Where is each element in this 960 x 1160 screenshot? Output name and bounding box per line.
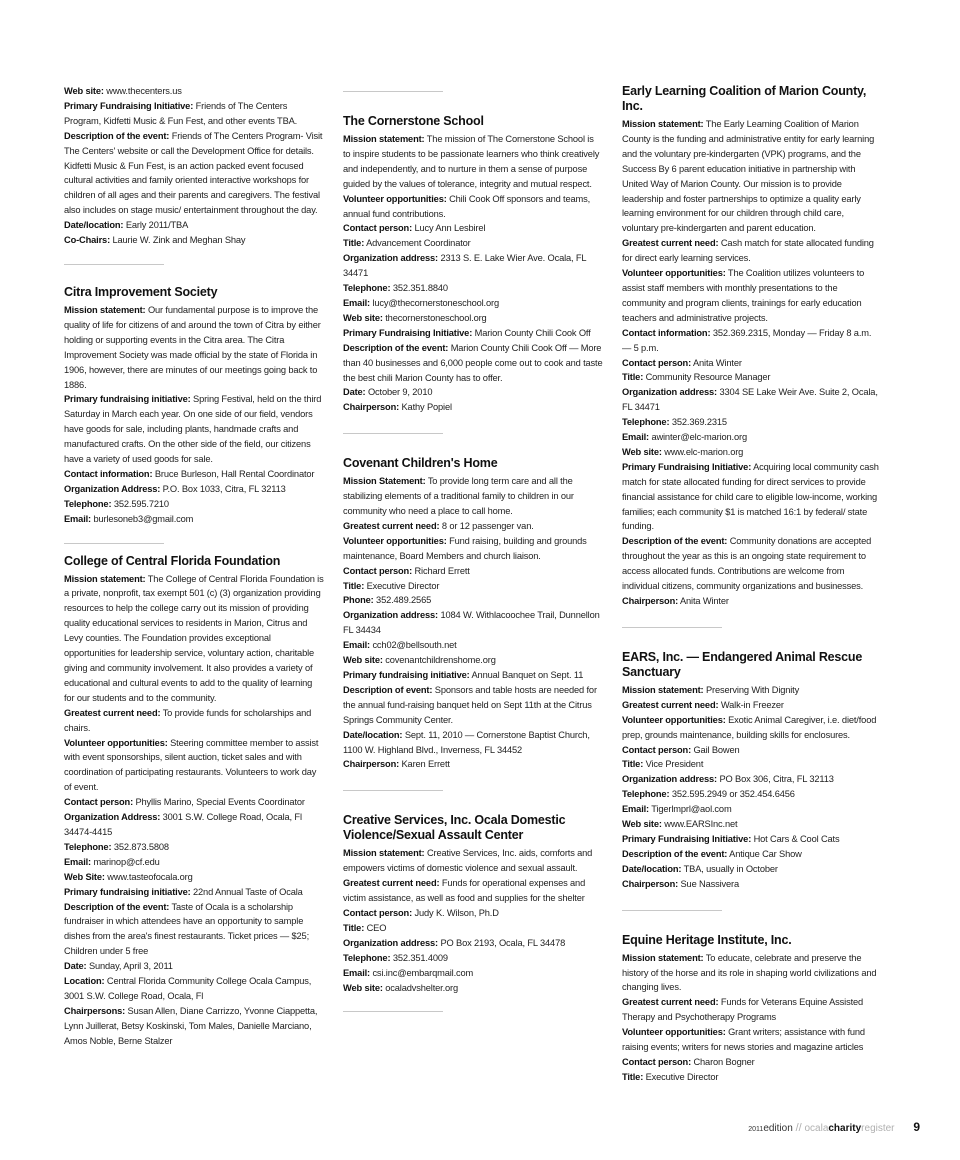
field-phone: Telephone: 352.595.7210	[64, 498, 169, 509]
field-phone: Telephone: 352.873.5808	[64, 841, 169, 852]
field-initiative: Primary Fundraising Initiative: Marion County Chili Cook Off	[343, 327, 591, 338]
field-address: Organization address: PO Box 306, Citra, FL 32113	[622, 774, 834, 785]
field-phone: Telephone: 352.595.2949 or 352.454.6456	[622, 789, 795, 800]
field-title: Title: Community Resource Manager	[622, 372, 771, 383]
field-contact: Contact person: Phyllis Marino, Special Events Coordinator	[64, 797, 305, 808]
field-mission: Mission statement: Our fundamental purpose is to improve the quality of life for citizens of and around the town of Citra by either holding or supporting events in the Citra area. The Citra Improvement Society was made official by the state of Florida in 1906, however, there are minutes of our meetings going back to 1886.	[64, 304, 321, 390]
field-phone: Telephone: 352.369.2315	[622, 417, 727, 428]
field-description: Description of the event: Antique Car Show	[622, 848, 802, 859]
field-volunteer: Volunteer opportunities: The Coalition utilizes volunteers to assist staff members with monthly presentations to the community and program clients, trainings for early education teachers and administrative projects.	[622, 268, 865, 323]
field-date: Date/location: Early 2011/TBA	[64, 220, 189, 231]
footer-register: register	[861, 1123, 895, 1134]
field-website: Web site: thecornerstoneschool.org	[343, 312, 487, 323]
field-phone: Phone: 352.489.2565	[343, 595, 432, 606]
org-title: Covenant Children's Home	[343, 456, 498, 471]
field-contact: Contact person: Richard Errett	[343, 565, 470, 576]
field-email: Email: csi.inc@embarqmail.com	[343, 967, 474, 978]
entry-covenant-childrens-home	[343, 456, 603, 772]
field-chairs: Co-Chairs: Laurie W. Zink and Meghan Shay	[64, 235, 246, 246]
field-email: Email: cch02@bellsouth.net	[343, 640, 457, 651]
entry-early-learning-coalition	[622, 84, 882, 609]
page-number: 9	[913, 1120, 920, 1134]
field-contact-info: Contact information: 352.369.2315, Monday — Friday 8 a.m. — 5 p.m.	[622, 327, 872, 353]
footer-year: 2011	[748, 1126, 764, 1133]
field-email: Email: Tigerlmprl@aol.com	[622, 804, 732, 815]
field-title: Title: Advancement Coordinator	[343, 238, 471, 249]
footer-edition: edition	[763, 1123, 793, 1134]
field-contact: Contact person: Charon Bogner	[622, 1056, 755, 1067]
field-description: Description of the event: Taste of Ocala is a scholarship fundraiser in which attendees have an opportunity to sample dishes from the area's finest restaurants. Ticket prices — $25; Children under 5 free	[64, 901, 310, 957]
entry-cornerstone-school	[343, 114, 603, 415]
field-email: Email: marinop@cf.edu	[64, 856, 160, 867]
field-mission: Mission Statement: To provide long term care and all the stabilizing elements of a traditional family to children in our community who need a place to call home.	[343, 476, 574, 517]
field-volunteer: Volunteer opportunities: Exotic Animal Caregiver, i.e. diet/food prep, grounds maintenance, building skills for enclosures.	[622, 714, 877, 740]
field-address: Organization address: PO Box 2193, Ocala, FL 34478	[343, 937, 566, 948]
field-volunteer: Volunteer opportunities: Chili Cook Off sponsors and teams, annual fund contributions.	[343, 193, 591, 219]
org-title: EARS, Inc. — Endangered Animal Rescue Sanctuary	[622, 649, 863, 679]
org-title: The Cornerstone School	[343, 114, 484, 128]
org-title: College of Central Florida Foundation	[64, 553, 281, 568]
footer-charity: charity	[828, 1123, 862, 1134]
field-volunteer: Volunteer opportunities: Fund raising, building and grounds maintenance, Board Members and church liaison.	[343, 535, 587, 561]
org-title: Equine Heritage Institute, Inc.	[622, 932, 792, 947]
field-address: Organization address: 2313 S. E. Lake Wier Ave. Ocala, FL 34471	[343, 253, 587, 279]
field-need: Greatest current need: Walk-in Freezer	[622, 699, 784, 710]
field-need: Greatest current need: Funds for operational expenses and victim assistance, as well as food and supplies for the shelter	[343, 878, 586, 904]
field-description: Description of event: Sponsors and table hosts are needed for the annual fund-raising banquet held on Sept 11th at the Citrus Springs Community Center.	[343, 684, 597, 725]
section-divider	[343, 1011, 443, 1012]
org-title: Citra Improvement Society	[64, 284, 218, 299]
field-initiative: Primary Fundraising Initiative: Hot Cars & Cool Cats	[622, 833, 840, 844]
field-address: Organization address: 3304 SE Lake Weir Ave. Suite 2, Ocala, FL 34471	[622, 387, 878, 413]
field-location: Location: Central Florida Community College Ocala Campus, 3001 S.W. College Road, Ocala, Fl	[64, 976, 312, 1001]
field-email: Email: awinter@elc-marion.org	[622, 432, 747, 443]
field-need: Greatest current need: 8 or 12 passenger van.	[343, 520, 534, 531]
entry-creative-services	[343, 813, 603, 995]
field-need: Greatest current need: Cash match for state allocated funding for direct early learning services.	[622, 238, 874, 264]
field-title: Title: Executive Director	[343, 580, 440, 591]
field-description: Description of the event: Friends of The Centers Program- Visit The Centers' website or call the Development Office for details. Kidfetti Music & Fun Fest, is an action packed event focused cultural activities and family oriented interactive workshops for children of all ages and their parents and caregivers. The festival also includes on stage music/ entertainment throughout the day.	[64, 130, 323, 216]
field-address: Organization address: 1084 W. Withlacoochee Trail, Dunnellon FL 34434	[343, 610, 600, 636]
field-address: Organization Address: 3001 S.W. College Road, Ocala, Fl 34474-4415	[64, 812, 302, 837]
field-title: Title: Executive Director	[622, 1071, 719, 1082]
field-initiative: Primary fundraising initiative: 22nd Annual Taste of Ocala	[64, 886, 303, 897]
field-contact: Contact person: Lucy Ann Lesbirel	[343, 223, 486, 234]
field-mission: Mission statement: Preserving With Dignity	[622, 684, 800, 695]
page-footer	[748, 1120, 920, 1140]
field-date: Date: Sunday, April 3, 2011	[64, 961, 173, 972]
field-mission: Mission statement: To educate, celebrate and preserve the history of the horse and its role in shaping world civilizations and changing lives.	[622, 952, 877, 993]
field-date: Date/location: Sept. 11, 2010 — Cornerstone Baptist Church, 1100 W. Highland Blvd., Inverness, FL 34452	[343, 729, 590, 755]
field-description: Description of the event: Marion County Chili Cook Off — More than 40 businesses and 6,000 people come out to cook and taste the best chili Marion County has to offer.	[343, 342, 603, 383]
field-date: Date/location: TBA, usually in October	[622, 863, 778, 874]
field-phone: Telephone: 352.351.8840	[343, 283, 448, 294]
field-chair: Chairperson: Anita Winter	[622, 596, 729, 606]
field-mission: Mission statement: The mission of The Cornerstone School is to inspire students to be passionate learners who think creatively and independently, and to nurture in them a sense of purpose guided by the values of tolerance, integrity and mutual respect.	[343, 134, 600, 189]
column-2	[343, 84, 603, 1012]
field-email: Email: lucy@thecornerstoneschool.org	[343, 297, 499, 308]
field-contact: Contact person: Judy K. Wilson, Ph.D	[343, 907, 499, 918]
org-title: Creative Services, Inc. Ocala Domestic Violence/Sexual Assault Center	[343, 813, 566, 843]
footer-slash: //	[795, 1122, 802, 1134]
field-contact: Contact information: Bruce Burleson, Hall Rental Coordinator	[64, 468, 315, 479]
field-initiative: Primary Fundraising Initiative: Acquiring local community cash match for state allocated funding for direct services to provide financial assistance for child care to eligible low-income, working families; each community $1 is matched 16:1 by federal/ state funding.	[622, 461, 879, 532]
field-initiative: Primary fundraising initiative: Spring Festival, held on the third Saturday in March each year. On one side of our field, vendors have goods for sale, including plants, handmade crafts and manufactured crafts. On the other side of the field, our citizens have a variety of used goods for sale.	[64, 394, 322, 465]
field-contact: Contact person: Gail Bowen	[622, 744, 740, 755]
field-initiative: Primary fundraising initiative: Annual Banquet on Sept. 11	[343, 670, 584, 680]
field-website: Web site: www.thecenters.us	[64, 86, 182, 96]
field-chair: Chairperson: Kathy Popiel	[343, 402, 452, 413]
field-website: Web site: www.EARSInc.net	[622, 819, 738, 830]
field-chairs: Chairpersons: Susan Allen, Diane Carrizzo, Yvonne Ciappetta, Lynn Juillerat, Betsy Koskinski, Tom Males, Danielle Marciano, Amos Noble, Berne Stalzer	[64, 1005, 318, 1046]
field-website: Web Site: www.tasteofocala.org	[64, 871, 193, 882]
column-3	[622, 84, 882, 1085]
field-mission: Mission statement: The Early Learning Coalition of Marion County is the funding and administrative entity for early learning and the voluntary pre-kindergarten (VPK) programs, and the Success By 6 parent education initiative in partnership with United Way of Marion County. Our mission is to provide leadership and foster partnerships to optimize a quality early learning environment for our children through child care, voluntary pre-kindergarten and parent education.	[622, 119, 875, 234]
org-title: Early Learning Coalition of Marion County, Inc.	[622, 84, 867, 113]
field-date: Date: October 9, 2010	[343, 387, 433, 398]
field-email: Email: burlesoneb3@gmail.com	[64, 513, 194, 524]
field-chair: Chairperson: Sue Nassivera	[622, 878, 740, 889]
field-contact: Contact person: Anita Winter	[622, 357, 742, 368]
field-mission: Mission statement: Creative Services, Inc. aids, comforts and empowers victims of domestic violence and sexual assault.	[343, 848, 593, 874]
field-address: Organization Address: P.O. Box 1033, Citra, FL 32113	[64, 483, 286, 494]
entry-ears-inc	[622, 650, 882, 892]
column-1	[64, 84, 324, 1049]
entry-equine-heritage-institute	[622, 933, 882, 1085]
field-title: Title: Vice President	[622, 759, 704, 770]
field-phone: Telephone: 352.351.4009	[343, 952, 448, 963]
field-need: Greatest current need: Funds for Veterans Equine Assisted Therapy and Psychotherapy Programs	[622, 997, 864, 1023]
field-mission: Mission statement: The College of Central Florida Foundation is a private, nonprofit, tax exempt 501 (c) (3) organization providing resources to help the college carry out its mission of providing quality educational services to residents in Marion, Citrus and Levy counties. The Foundation provides exceptional opportunities for leadership service, voluntary action, charitable giving and community involvement. It also provides a variety of educational and cultural events to add to the quality of learning for our students and to the community.	[64, 573, 324, 703]
field-description: Description of the event: Community donations are accepted throughout the year as this is an ongoing state requirement to access allocated funds. Contributions are welcome from individual citizens, community organizations and businesses.	[622, 536, 872, 592]
field-website: Web site: covenantchildrenshome.org	[343, 655, 496, 666]
field-chair: Chairperson: Karen Errett	[343, 759, 450, 770]
entry-the-centers-continued	[64, 84, 324, 248]
field-volunteer: Volunteer opportunities: Grant writers; assistance with fund raising events; writers for news stories and magazine articles	[622, 1027, 865, 1053]
field-need: Greatest current need: To provide funds for scholarships and chairs.	[64, 707, 312, 733]
field-initiative: Primary Fundraising Initiative: Friends of The Centers Program, Kidfetti Music & Fun Fest, and other events TBA.	[64, 100, 298, 126]
entry-citra-improvement-society	[64, 285, 324, 527]
field-title: Title: CEO	[343, 922, 387, 933]
field-website: Web site: ocaladvshelter.org	[343, 982, 459, 993]
field-volunteer: Volunteer opportunities: Steering committee member to assist with event sponsorships, silent auction, ticket sales and with coordination of participating restaurants. Volunteers to work day of event.	[64, 737, 319, 793]
field-website: Web site: www.elc-marion.org	[622, 446, 744, 457]
footer-ocala: ocala	[804, 1123, 829, 1134]
entry-college-central-florida-foundation	[64, 554, 324, 1049]
